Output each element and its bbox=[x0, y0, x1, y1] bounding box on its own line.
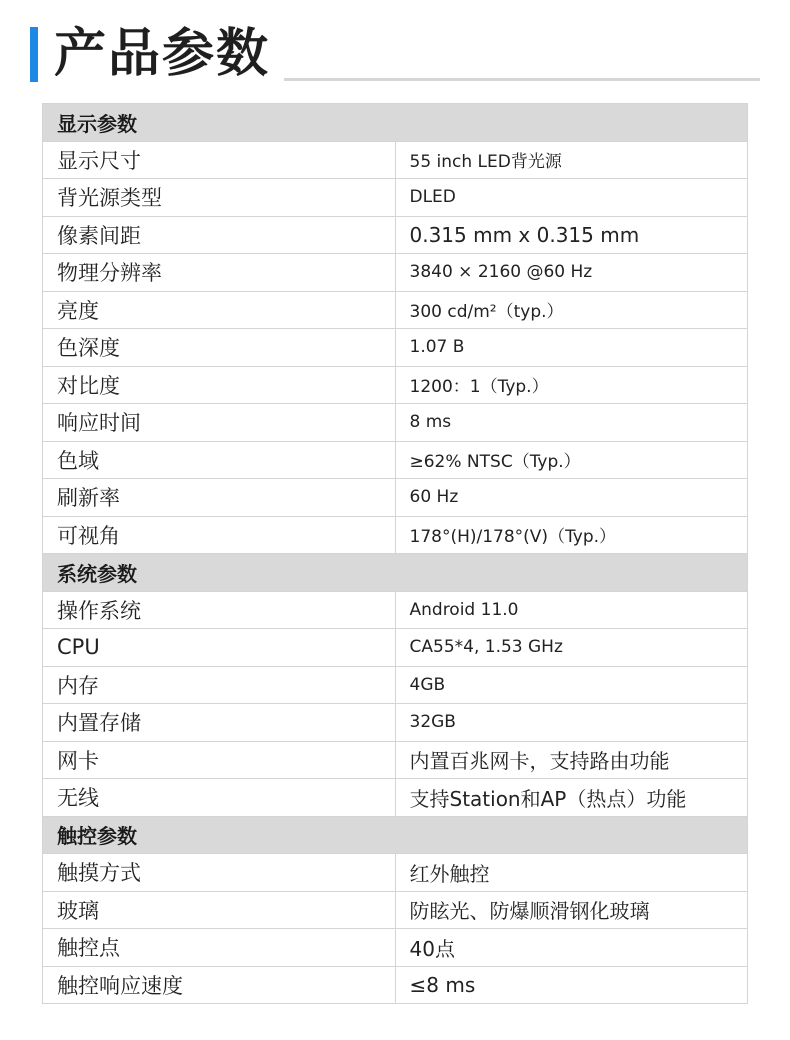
page-header bbox=[0, 0, 790, 100]
spec-name: 内存 bbox=[43, 666, 396, 704]
spec-name: 显示尺寸 bbox=[43, 141, 396, 179]
spec-name: 物理分辨率 bbox=[43, 254, 396, 292]
spec-name: 触控点 bbox=[43, 929, 396, 967]
spec-name: 触控响应速度 bbox=[43, 966, 396, 1004]
spec-name: 可视角 bbox=[43, 516, 396, 554]
spec-row bbox=[43, 516, 748, 554]
spec-name: 内置存储 bbox=[43, 704, 396, 742]
spec-row bbox=[43, 291, 748, 329]
section-header-touch bbox=[43, 816, 748, 854]
spec-row bbox=[43, 366, 748, 404]
spec-row bbox=[43, 141, 748, 179]
spec-row bbox=[43, 779, 748, 817]
spec-name: 操作系统 bbox=[43, 591, 396, 629]
spec-value: ≥62% NTSC（Typ.） bbox=[395, 441, 748, 479]
spec-value: 40点 bbox=[395, 929, 748, 967]
spec-name: 背光源类型 bbox=[43, 179, 396, 217]
spec-row bbox=[43, 441, 748, 479]
title-divider bbox=[284, 78, 760, 81]
spec-row bbox=[43, 891, 748, 929]
spec-row bbox=[43, 666, 748, 704]
spec-value: 32GB bbox=[395, 704, 748, 742]
spec-row bbox=[43, 704, 748, 742]
spec-value: 4GB bbox=[395, 666, 748, 704]
spec-row bbox=[43, 966, 748, 1004]
spec-name: 亮度 bbox=[43, 291, 396, 329]
spec-row bbox=[43, 629, 748, 667]
spec-value: 3840 × 2160 @60 Hz bbox=[395, 254, 748, 292]
spec-name: 响应时间 bbox=[43, 404, 396, 442]
spec-value: 支持Station和AP（热点）功能 bbox=[395, 779, 748, 817]
spec-name: 对比度 bbox=[43, 366, 396, 404]
spec-value: 1200：1（Typ.） bbox=[395, 366, 748, 404]
section-heading: 显示参数 bbox=[43, 104, 748, 142]
spec-name: 触摸方式 bbox=[43, 854, 396, 892]
spec-row bbox=[43, 179, 748, 217]
spec-name: 玻璃 bbox=[43, 891, 396, 929]
spec-value: 0.315 mm x 0.315 mm bbox=[395, 216, 748, 254]
spec-name: CPU bbox=[43, 629, 396, 667]
spec-value: 内置百兆网卡，支持路由功能 bbox=[395, 741, 748, 779]
spec-row bbox=[43, 254, 748, 292]
section-header-display bbox=[43, 104, 748, 142]
title-accent-bar bbox=[30, 27, 38, 82]
spec-name: 像素间距 bbox=[43, 216, 396, 254]
spec-row bbox=[43, 854, 748, 892]
spec-table bbox=[42, 103, 748, 1004]
spec-row bbox=[43, 741, 748, 779]
spec-value: 1.07 B bbox=[395, 329, 748, 367]
spec-value: 红外触控 bbox=[395, 854, 748, 892]
section-heading: 触控参数 bbox=[43, 816, 748, 854]
spec-name: 刷新率 bbox=[43, 479, 396, 517]
spec-name: 色域 bbox=[43, 441, 396, 479]
spec-name: 色深度 bbox=[43, 329, 396, 367]
section-header-system bbox=[43, 554, 748, 592]
spec-row bbox=[43, 329, 748, 367]
spec-value: Android 11.0 bbox=[395, 591, 748, 629]
spec-value: 300 cd/m²（typ.） bbox=[395, 291, 748, 329]
spec-row bbox=[43, 479, 748, 517]
section-heading: 系统参数 bbox=[43, 554, 748, 592]
spec-value: 8 ms bbox=[395, 404, 748, 442]
spec-row bbox=[43, 404, 748, 442]
spec-value: 178°(H)/178°(V)（Typ.） bbox=[395, 516, 748, 554]
spec-value: 防眩光、防爆顺滑钢化玻璃 bbox=[395, 891, 748, 929]
spec-value: 60 Hz bbox=[395, 479, 748, 517]
spec-value: 55 inch LED背光源 bbox=[395, 141, 748, 179]
spec-value: CA55*4, 1.53 GHz bbox=[395, 629, 748, 667]
spec-value: DLED bbox=[395, 179, 748, 217]
spec-name: 网卡 bbox=[43, 741, 396, 779]
spec-row bbox=[43, 929, 748, 967]
spec-row bbox=[43, 216, 748, 254]
spec-value: ≤8 ms bbox=[395, 966, 748, 1004]
page-title: 产品参数 bbox=[54, 24, 271, 84]
spec-row bbox=[43, 591, 748, 629]
spec-name: 无线 bbox=[43, 779, 396, 817]
